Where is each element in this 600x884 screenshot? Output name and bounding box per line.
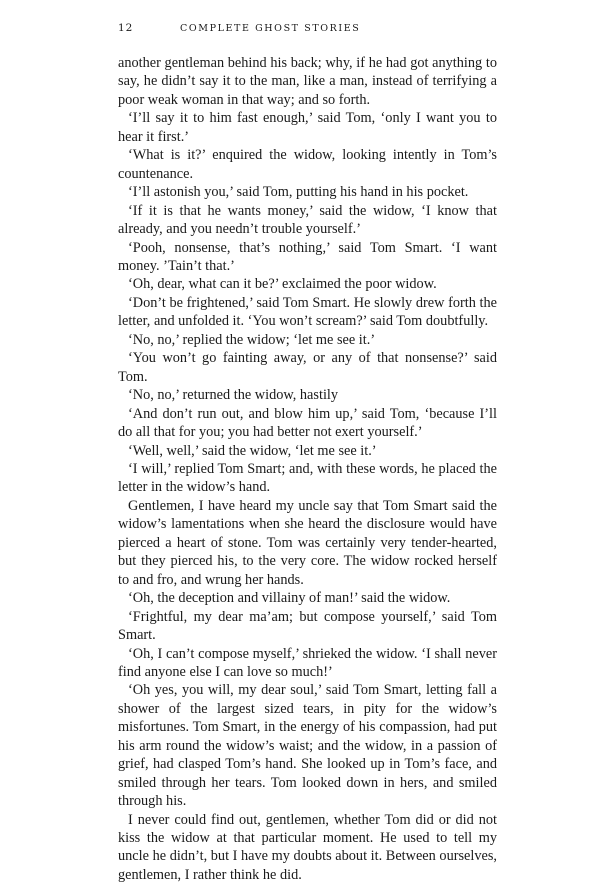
book-title: COMPLETE GHOST STORIES	[180, 23, 361, 34]
paragraph: ‘You won’t go fainting away, or any of that nonsense?’ said Tom.	[118, 350, 497, 385]
paragraph: ‘I’ll astonish you,’ said Tom, putting his hand in his pocket.	[128, 184, 469, 201]
paragraph: ‘Well, well,’ said the widow, ‘let me see it.’	[128, 442, 377, 459]
paragraph: ‘Oh, the deception and villainy of man!’ said the widow.	[128, 590, 451, 607]
paragraph: ‘No, no,’ returned the widow, hastily	[128, 387, 339, 404]
paragraph: ‘I will,’ replied Tom Smart; and, with these words, he placed the letter in the widow’s hand.	[118, 460, 497, 496]
book-page	[118, 22, 497, 884]
paragraph: ‘Oh yes, you will, my dear soul,’ said Tom Smart, letting fall a shower of the largest sized tears, in pity for the widow’s misfortunes. Tom Smart, in the energy of his compassion, had put his arm round the widow’s waist; and the widow, in a passion of grief, had clasped Tom’s hand. She looked up in Tom’s face, and smiled through her tears. Tom looked down in hers, and smiled through his.	[118, 682, 497, 810]
paragraph: ‘Pooh, nonsense, that’s nothing,’ said Tom Smart. ‘I want money. ’Tain’t that.’	[118, 239, 497, 274]
paragraph: Gentlemen, I have heard my uncle say that Tom Smart said the widow’s lamentations when she heard the disclosure would have pierced a heart of stone. Tom was certainly very tender-hearted, but they pierced his, to the very core. The widow rocked herself to and fro, and wrung her hands.	[118, 497, 497, 588]
paragraph: ‘I’ll say it to him fast enough,’ said Tom, ‘only I want you to hear it first.’	[118, 110, 497, 145]
paragraph: ‘Oh, dear, what can it be?’ exclaimed the poor widow.	[128, 276, 437, 293]
body-text	[118, 54, 497, 884]
paragraph: ‘And don’t run out, and blow him up,’ said Tom, ‘because I’ll do all that for you; you had better not exert yourself.’	[118, 405, 497, 441]
paragraph: ‘Don’t be frightened,’ said Tom Smart. He slowly drew forth the letter, and unfolded it. ‘You won’t scream?’ said Tom doubtfully.	[118, 294, 497, 330]
paragraph: another gentleman behind his back; why, if he had got anything to say, he didn’t say it to the man, like a man, instead of terrifying a poor weak woman in that way; and so forth.	[118, 55, 497, 108]
paragraph: ‘If it is that he wants money,’ said the widow, ‘I know that already, and you needn’t trouble yourself.’	[118, 202, 497, 238]
page-number: 12	[118, 22, 134, 34]
paragraph: ‘No, no,’ replied the widow; ‘let me see it.’	[128, 331, 376, 348]
running-head	[118, 22, 497, 42]
paragraph: ‘What is it?’ enquired the widow, looking intently in Tom’s countenance.	[118, 147, 497, 182]
paragraph: ‘Frightful, my dear ma’am; but compose yourself,’ said Tom Smart.	[118, 608, 497, 644]
paragraph: I never could find out, gentlemen, whether Tom did or did not kiss the widow at that particular moment. He used to tell my uncle he didn’t, but I have my doubts about it. Between ourselves, gentlemen, I rather think he did.	[118, 811, 497, 883]
paragraph: ‘Oh, I can’t compose myself,’ shrieked the widow. ‘I shall never find anyone else I can love so much!’	[118, 645, 497, 680]
